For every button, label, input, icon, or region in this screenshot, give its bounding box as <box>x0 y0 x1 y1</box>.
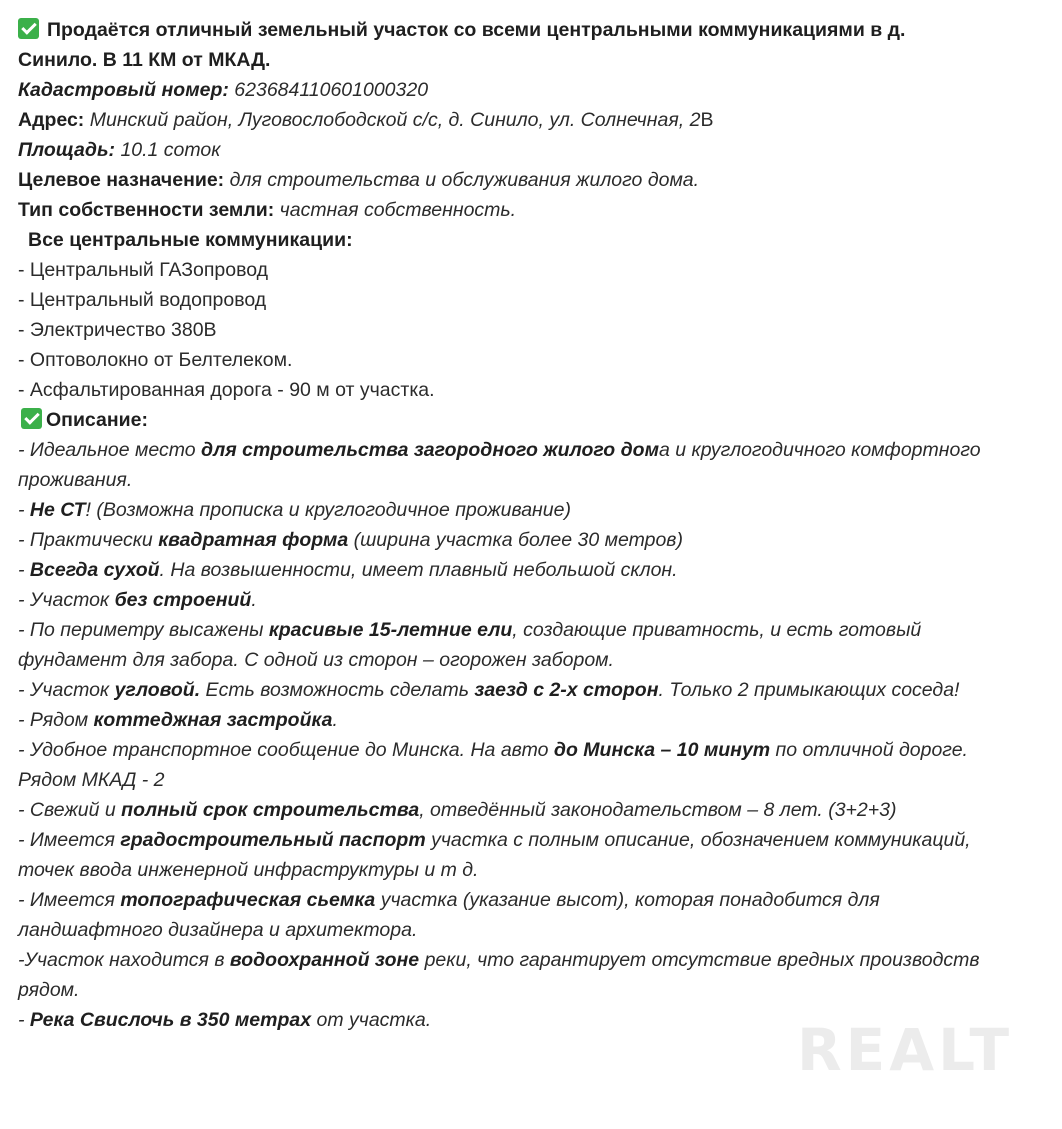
desc-item: - Участок угловой. Есть возможность сделать заезд с 2-х сторон. Только 2 примыкающих соседа! <box>18 679 960 701</box>
desc-item: - Имеется градостроительный паспорт участка с полным описание, обозначением коммуникаций, <box>18 829 971 851</box>
utility-item: - Центральный ГАЗопровод <box>18 259 269 281</box>
desc-item-cont: точек ввода инженерной инфраструктуры и т д. <box>18 859 479 881</box>
desc-item: - Рядом коттеджная застройка. <box>18 709 338 731</box>
desc-item: - Имеется топографическая сьемка участка (указание высот), которая понадобится для <box>18 889 880 911</box>
desc-item: - Удобное транспортное сообщение до Минска. На авто до Минска – 10 минут по отличной дороге. <box>18 739 968 761</box>
desc-item: - Свежий и полный срок строительства, отведённый законодательством – 8 лет. (3+2+3) <box>18 799 897 821</box>
listing-title: Продаётся отличный земельный участок со всеми центральными коммуникациями в д. <box>18 15 1053 45</box>
desc-item: - Идеальное место для строительства загородного жилого дома и круглогодичного комфортного <box>18 439 981 461</box>
utilities-heading: Все центральные коммуникации: <box>28 229 353 251</box>
utility-item: - Электричество 380В <box>18 319 217 341</box>
desc-item: - Всегда сухой. На возвышенности, имеет плавный небольшой склон. <box>18 559 678 581</box>
desc-item-cont: рядом. <box>18 979 80 1001</box>
desc-item-cont: ландшафтного дизайнера и архитектора. <box>18 919 418 941</box>
check-mark-icon <box>18 18 39 39</box>
listing-title-line2: Синило. В 11 КМ от МКАД. <box>18 49 271 71</box>
utility-item: - Асфальтированная дорога - 90 м от участка. <box>18 379 435 401</box>
address-row: Адрес: Минский район, Луговослободской с/с, д. Синило, ул. Солнечная, 2В <box>18 109 714 131</box>
ownership-row: Тип собственности земли: частная собственность. <box>18 199 517 221</box>
desc-item: - Не СТ! (Возможна прописка и круглогодичное проживание) <box>18 499 571 521</box>
desc-item: - Практически квадратная форма (ширина участка более 30 метров) <box>18 529 683 551</box>
realt-watermark: REALT <box>797 1016 1014 1084</box>
listing-description <box>18 15 1053 1035</box>
purpose-row: Целевое назначение: для строительства и обслуживания жилого дома. <box>18 169 700 191</box>
desc-item: - Участок без строений. <box>18 589 257 611</box>
desc-item-cont: фундамент для забора. С одной из сторон – огорожен забором. <box>18 649 614 671</box>
desc-item-cont: Рядом МКАД - 2 <box>18 769 165 791</box>
utility-item: - Центральный водопровод <box>18 289 267 311</box>
desc-item: -Участок находится в водоохранной зоне реки, что гарантирует отсутствие вредных производств <box>18 949 980 971</box>
cadastre-row: Кадастровый номер: 623684110601000320 <box>18 79 429 101</box>
desc-item-cont: проживания. <box>18 469 133 491</box>
desc-item: - Река Свислочь в 350 метрах от участка. <box>18 1009 432 1031</box>
description-heading: Описание: <box>18 405 1053 435</box>
utility-item: - Оптоволокно от Белтелеком. <box>18 349 293 371</box>
area-row: Площадь: 10.1 соток <box>18 139 221 161</box>
check-mark-icon <box>21 408 42 429</box>
desc-item: - По периметру высажены красивые 15-летние ели, создающие приватность, и есть готовый <box>18 619 922 641</box>
